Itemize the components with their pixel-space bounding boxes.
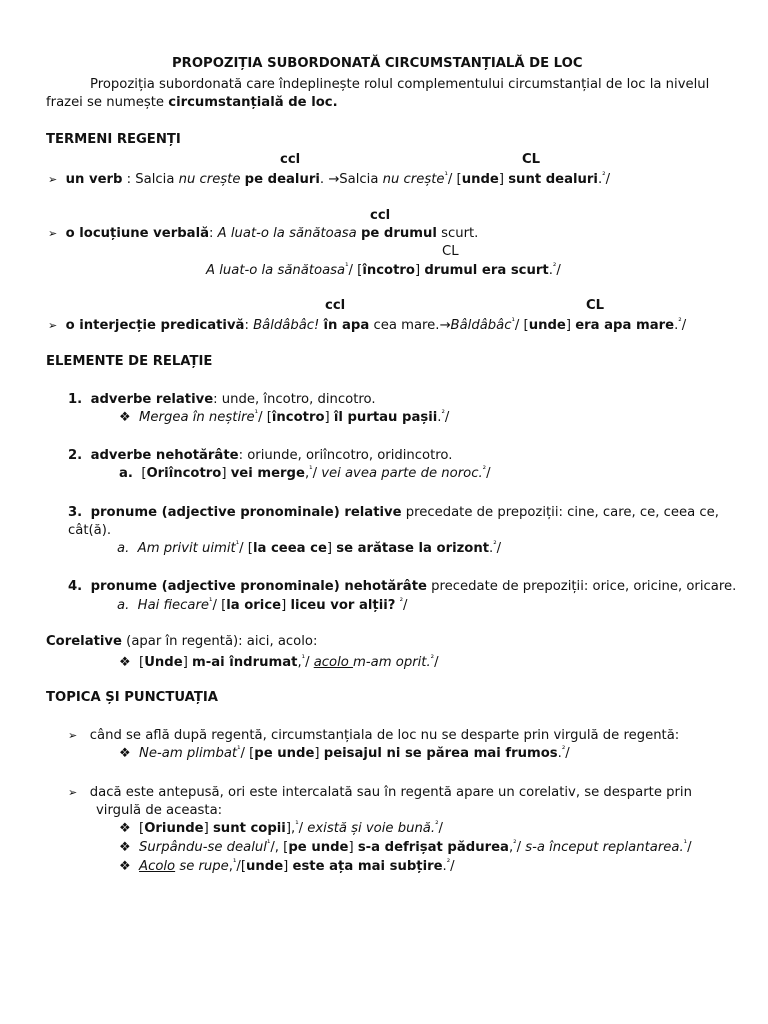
- item-text: /: [444, 410, 450, 425]
- item-text: [: [141, 466, 147, 481]
- topica-example-2b: [119, 839, 692, 857]
- item-term: o locuțiune verbală: [65, 226, 209, 241]
- item-text: /: [298, 821, 308, 836]
- item-text: ]: [314, 746, 324, 761]
- letter-marker: a.: [117, 598, 130, 613]
- item-bold: liceu vor alții?: [290, 598, 396, 613]
- superscript: ²: [602, 171, 606, 181]
- item-text: ]: [283, 859, 293, 874]
- item-bold: îl purtau pașii: [333, 410, 438, 425]
- relation-example-3: [117, 540, 501, 558]
- intro-line-2: [46, 94, 338, 112]
- item-text: ]: [348, 840, 358, 855]
- item-text: / [: [447, 172, 462, 187]
- item-bold: Oriunde: [144, 821, 204, 836]
- item-italic-underline: Acolo: [139, 859, 176, 874]
- diamond-bullet-icon: ❖: [119, 821, 131, 836]
- topica-point-1: [68, 727, 679, 745]
- item-italic: Bâldâbâc!: [253, 318, 320, 333]
- item-text: precedate de prepoziții: orice, oricine, oricare.: [426, 579, 737, 594]
- item-term: adverbe nehotărâte: [90, 448, 239, 463]
- item-text: ]: [565, 318, 576, 333]
- item-text: /: [556, 263, 561, 278]
- superscript: ¹: [295, 820, 299, 830]
- diamond-bullet-icon: ❖: [119, 655, 131, 670]
- item-text: ,: [304, 466, 310, 481]
- cl-text: CL: [442, 244, 459, 259]
- item-italic: se rupe: [179, 859, 229, 874]
- superscript: ¹: [444, 171, 448, 181]
- diamond-bullet-icon: ❖: [119, 859, 131, 874]
- item-text: cât(ă).: [68, 523, 112, 538]
- item-text: /: [450, 859, 455, 874]
- item-bold: este ața mai subțire: [292, 859, 443, 874]
- superscript: ²: [561, 745, 566, 755]
- item-text: ]: [414, 263, 425, 278]
- intro-text-2a: frazei se numește: [46, 95, 169, 110]
- relation-example-4: [117, 597, 407, 615]
- item-bold: încotro: [271, 410, 325, 425]
- item-text: când se află după regentă, circumstanțiala de loc nu se desparte prin virgulă de regentă:: [89, 728, 680, 743]
- item-text: /: [403, 598, 408, 613]
- item-bold: unde: [246, 859, 284, 874]
- cl-text: CL: [522, 152, 541, 167]
- item-term: Corelative: [46, 634, 122, 649]
- item-text: /: [516, 840, 526, 855]
- item-bold: încotro: [362, 263, 415, 278]
- superscript: ²: [441, 409, 445, 419]
- item-text: virgulă de aceasta:: [96, 803, 223, 818]
- correlatives-example: [119, 654, 439, 672]
- item-text: /: [687, 840, 692, 855]
- superscript: ¹: [301, 654, 306, 664]
- item-italic: există și voie bună.: [307, 821, 436, 836]
- item-bold: unde: [528, 318, 566, 333]
- item-text: :: [244, 318, 254, 333]
- page-title: [172, 55, 583, 73]
- arrow-bullet-icon: ➢: [48, 319, 58, 332]
- superscript: ¹: [235, 540, 240, 550]
- section-heading-elemente: [46, 353, 212, 371]
- superscript: ¹: [266, 839, 271, 849]
- label-ccl-2: [370, 207, 390, 225]
- item-text: / [: [240, 746, 255, 761]
- item-text: ,: [228, 859, 233, 874]
- superscript: ²: [446, 858, 451, 868]
- topica-point-2-cont: [96, 802, 222, 820]
- arrow-bullet-icon: ➢: [68, 786, 78, 799]
- item-text: /: [438, 821, 443, 836]
- item-text: / [: [348, 263, 363, 278]
- item-italic: Ne-am plimbat: [139, 746, 238, 761]
- item-bold: pe unde: [254, 746, 315, 761]
- item-italic: Surpându-se dealul: [139, 840, 267, 855]
- label-ccl-3: [325, 297, 345, 315]
- regent-item-verb: [48, 171, 610, 189]
- item-text: /: [312, 466, 322, 481]
- item-text: / [: [212, 598, 227, 613]
- arrow-bullet-icon: ➢: [68, 729, 78, 742]
- item-text: ]: [281, 598, 291, 613]
- item-term: un verb: [65, 172, 123, 187]
- item-italic: Hai fiecare: [137, 598, 210, 613]
- regent-item-locutiune: [48, 225, 478, 243]
- item-number: 2.: [68, 448, 83, 463]
- item-text: / [: [514, 318, 529, 333]
- item-text: / [: [239, 541, 253, 556]
- superscript: ¹: [237, 745, 241, 755]
- item-text: dacă este antepusă, ori este intercalată sau în regentă apare un corelativ, se desparte prin: [89, 785, 692, 800]
- item-text: /, [: [270, 840, 289, 855]
- label-cl-1: [522, 151, 540, 169]
- superscript: ²: [513, 839, 517, 849]
- item-italic-underline: acolo: [313, 655, 354, 670]
- topica-example-2a: [119, 820, 443, 838]
- relation-example-1: [119, 409, 449, 427]
- heading-text: ELEMENTE DE RELAȚIE: [46, 354, 213, 369]
- item-text: /: [305, 655, 314, 670]
- item-text: ]: [221, 466, 231, 481]
- item-text: .: [674, 318, 679, 333]
- regent-item-interjectie: [48, 317, 686, 335]
- item-text: /: [565, 746, 570, 761]
- ccl-text: ccl: [325, 298, 346, 313]
- item-text: .: [437, 410, 442, 425]
- item-text: /[: [236, 859, 246, 874]
- item-text: cea mare.→: [369, 318, 451, 333]
- superscript: ¹: [209, 597, 213, 607]
- superscript: ²: [678, 317, 682, 327]
- topica-point-2: [68, 784, 692, 802]
- section-heading-termeni: [46, 131, 181, 149]
- item-text: [: [139, 821, 145, 836]
- item-bold: unde: [461, 172, 499, 187]
- item-bold: sunt dealuri: [508, 172, 598, 187]
- item-term: pronume (adjective pronominale) nehotărâte: [90, 579, 427, 594]
- superscript: ²: [399, 597, 404, 607]
- item-text: ]: [203, 821, 213, 836]
- item-text: . →Salcia: [319, 172, 383, 187]
- item-italic: m-am oprit.: [353, 655, 431, 670]
- label-cl-3: [586, 297, 604, 315]
- item-text: [: [139, 655, 145, 670]
- item-bold: în apa: [323, 318, 370, 333]
- item-number: 1.: [68, 392, 83, 407]
- relation-item-1: [68, 391, 376, 409]
- intro-line-1: [90, 76, 709, 94]
- item-text: precedate de prepoziții: cine, care, ce, ceea ce,: [401, 505, 719, 520]
- ccl-text: ccl: [280, 152, 301, 167]
- item-text: ],: [285, 821, 296, 836]
- item-bold: pe drumul: [360, 226, 437, 241]
- relation-item-3-cont: [68, 522, 111, 540]
- item-text: /: [681, 318, 687, 333]
- correlatives-line: [46, 633, 317, 651]
- item-text: scurt.: [436, 226, 479, 241]
- item-text: ]: [326, 541, 337, 556]
- item-bold: m-ai îndrumat: [192, 655, 298, 670]
- section-heading-topica: [46, 689, 218, 707]
- item-italic: Bâldâbâc: [450, 318, 512, 333]
- item-italic: Am privit uimit: [137, 541, 236, 556]
- item-italic: s-a început replantarea.: [525, 840, 684, 855]
- item-bold: era apa mare: [575, 318, 675, 333]
- item-bold: s-a defrișat pădurea: [357, 840, 509, 855]
- superscript: ¹: [254, 409, 259, 419]
- item-text: .: [489, 541, 494, 556]
- item-bold: pe unde: [288, 840, 349, 855]
- item-text: ,: [297, 655, 302, 670]
- item-bold: pe dealuri: [244, 172, 320, 187]
- item-text: .: [548, 263, 553, 278]
- item-bold: Oriîncotro: [146, 466, 222, 481]
- item-italic: Mergea în neștire: [139, 410, 255, 425]
- regent-item-locutiune-analysis: [206, 262, 561, 280]
- title-text: PROPOZIȚIA SUBORDONATĂ CIRCUMSTANȚIALĂ DE LOC: [172, 56, 583, 71]
- item-text: / [: [258, 410, 272, 425]
- superscript: ²: [430, 654, 435, 664]
- topica-example-1: [119, 745, 570, 763]
- superscript: ²: [552, 262, 557, 272]
- diamond-bullet-icon: ❖: [119, 746, 131, 761]
- item-term: pronume (adjective pronominale) relative: [90, 505, 402, 520]
- item-text: ]: [324, 410, 334, 425]
- superscript: ¹: [309, 465, 313, 475]
- superscript: ²: [493, 540, 497, 550]
- relation-item-2: [68, 447, 452, 465]
- ccl-text: ccl: [370, 208, 391, 223]
- item-text: /: [486, 466, 491, 481]
- item-italic: nu crește: [382, 172, 445, 187]
- cl-text: CL: [586, 298, 605, 313]
- item-italic: vei avea parte de noroc.: [321, 466, 483, 481]
- item-term: o interjecție predicativă: [65, 318, 245, 333]
- item-bold: la orice: [226, 598, 282, 613]
- item-italic: nu crește: [178, 172, 241, 187]
- item-italic: A luat-o la sănătoasa: [206, 263, 346, 278]
- item-text: /: [605, 172, 611, 187]
- relation-item-4: [68, 578, 736, 596]
- item-bold: peisajul ni se părea mai frumos: [323, 746, 558, 761]
- diamond-bullet-icon: ❖: [119, 410, 131, 425]
- arrow-bullet-icon: ➢: [48, 173, 58, 186]
- superscript: ¹: [232, 858, 237, 868]
- intro-term: circumstanțială de loc.: [168, 95, 338, 110]
- item-text: ]: [498, 172, 509, 187]
- arrow-bullet-icon: ➢: [48, 227, 58, 240]
- superscript: ¹: [345, 262, 349, 272]
- item-text: : oriunde, oriîncotro, oridincotro.: [238, 448, 453, 463]
- item-bold: vei merge: [230, 466, 305, 481]
- item-number: 3.: [68, 505, 83, 520]
- item-bold: drumul era scurt: [424, 263, 549, 278]
- superscript: ²: [435, 820, 439, 830]
- item-bold: Unde: [144, 655, 183, 670]
- superscript: ¹: [511, 317, 515, 327]
- item-bold: la ceea ce: [252, 541, 327, 556]
- item-italic: A luat-o la sănătoasa: [217, 226, 357, 241]
- item-text: ,: [508, 840, 514, 855]
- item-text: :: [209, 226, 218, 241]
- item-text: .: [597, 172, 603, 187]
- topica-example-2c: [119, 858, 455, 876]
- diamond-bullet-icon: ❖: [119, 840, 131, 855]
- item-text: /: [496, 541, 502, 556]
- intro-text-1: Propoziția subordonată care îndeplinește rolul complementului circumstanțial de loc la nivelul: [90, 77, 710, 92]
- item-number: 4.: [68, 579, 83, 594]
- letter-marker: a.: [119, 466, 133, 481]
- item-text: : unde, încotro, dincotro.: [213, 392, 376, 407]
- relation-item-3: [68, 504, 719, 522]
- item-text: ]: [182, 655, 193, 670]
- item-term: adverbe relative: [90, 392, 214, 407]
- item-text: (apar în regentă): aici, acolo:: [121, 634, 318, 649]
- item-bold: se arătase la orizont: [336, 541, 490, 556]
- item-text: /: [434, 655, 439, 670]
- letter-marker: a.: [117, 541, 130, 556]
- item-text: .: [442, 859, 447, 874]
- label-cl-2: [442, 243, 459, 261]
- item-text: .: [557, 746, 562, 761]
- item-bold: sunt copii: [212, 821, 286, 836]
- heading-text: TERMENI REGENȚI: [46, 132, 181, 147]
- heading-text: TOPICA ȘI PUNCTUAȚIA: [46, 690, 218, 705]
- superscript: ¹: [683, 839, 688, 849]
- label-ccl-1: [280, 151, 300, 169]
- superscript: ²: [482, 465, 487, 475]
- item-text: : Salcia: [122, 172, 179, 187]
- relation-example-2: [119, 465, 491, 483]
